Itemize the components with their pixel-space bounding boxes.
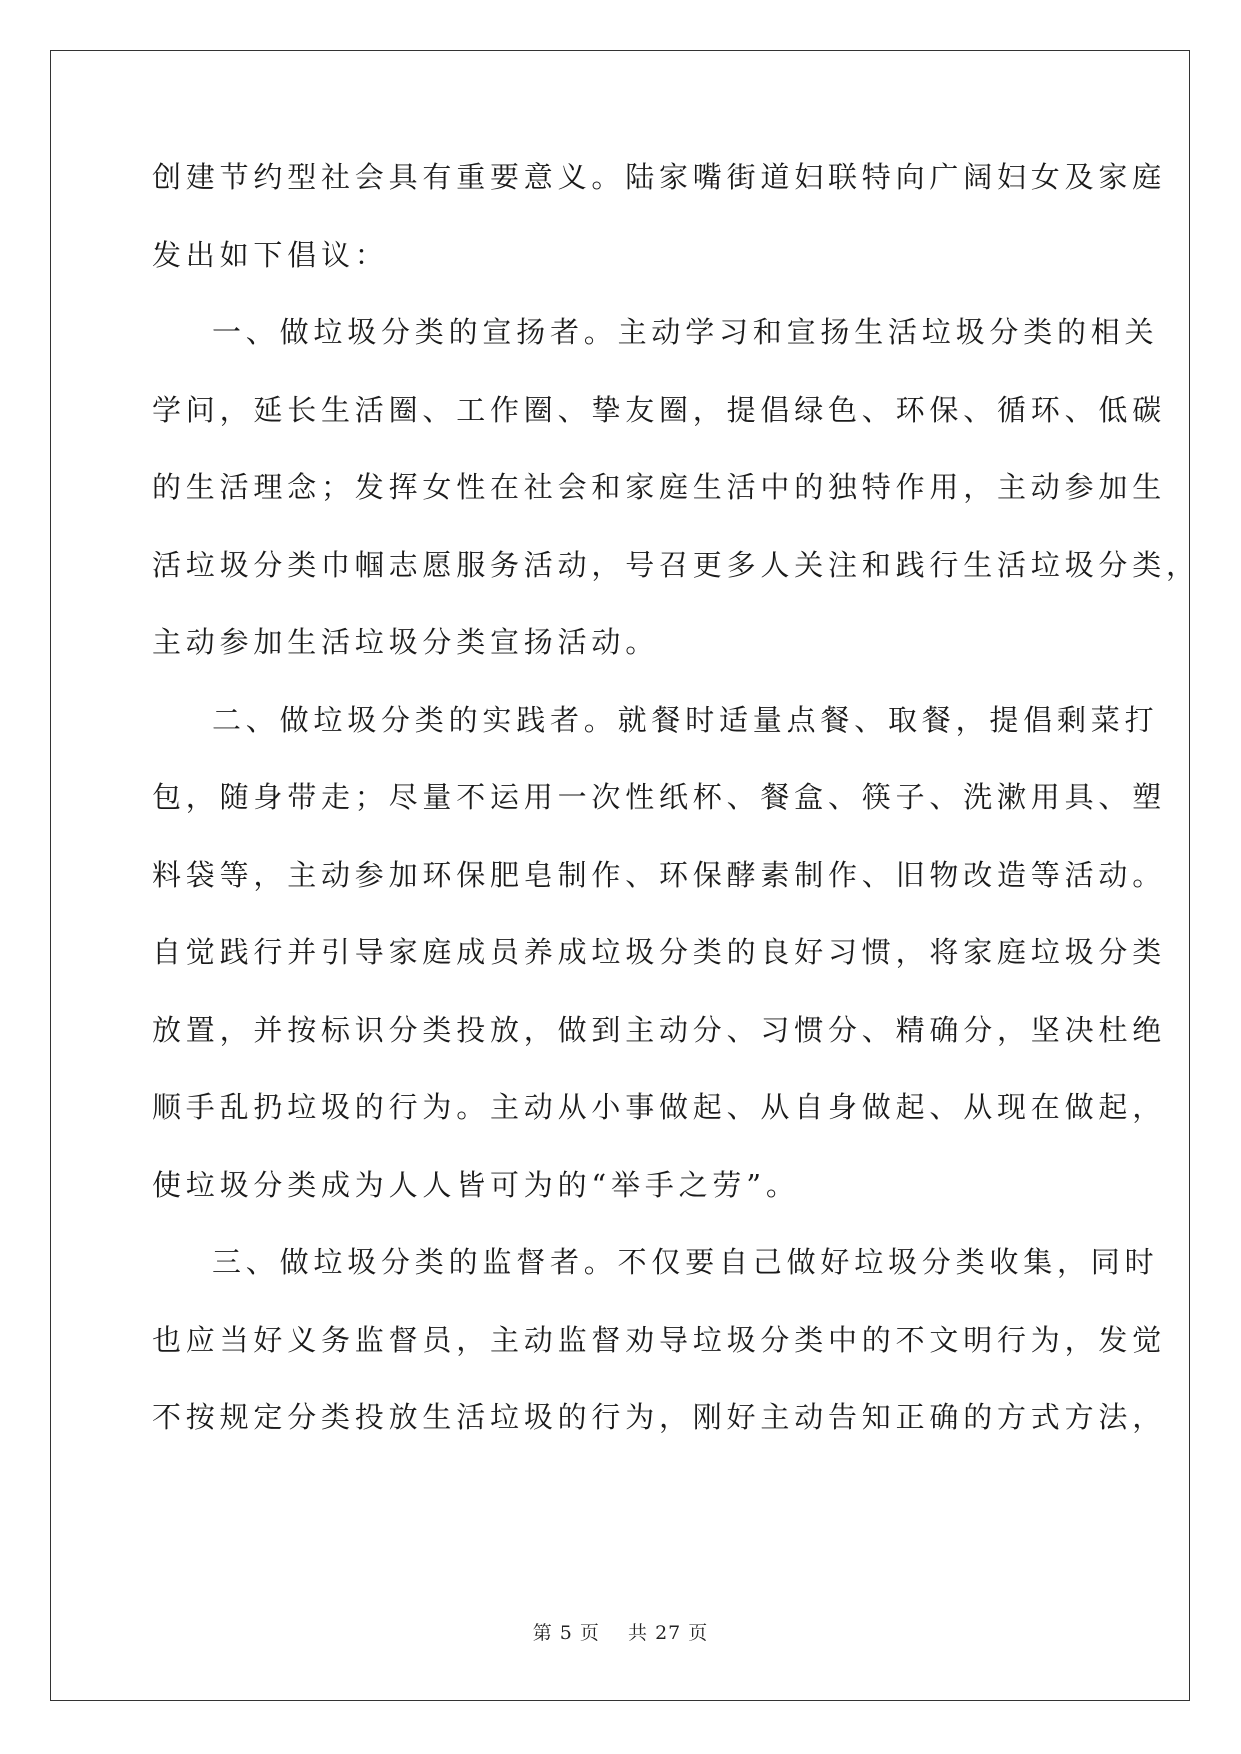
document-body [152, 160, 1200, 1480]
text-line-7: 主动参加生活垃圾分类宣扬活动。 [152, 625, 660, 659]
text-line-4: 学问，延长生活圈、工作圈、挚友圈，提倡绿色、环保、循环、低碳 [152, 392, 1167, 427]
text-line-11: 自觉践行并引导家庭成员养成垃圾分类的良好习惯，将家庭垃圾分类 [152, 935, 1167, 969]
text-line-17: 不按规定分类投放生活垃圾的行为，刚好主动告知正确的方式方法， [152, 1400, 1167, 1434]
text-line-3: 一、做垃圾分类的宣扬者。主动学习和宣扬生活垃圾分类的相关 [212, 315, 1159, 349]
text-line-16: 也应当好义务监督员，主动监督劝导垃圾分类中的不文明行为，发觉 [152, 1322, 1167, 1357]
text-line-12: 放置，并按标识分类投放，做到主动分、习惯分、精确分，坚决杜绝 [152, 1012, 1167, 1047]
text-line-1: 创建节约型社会具有重要意义。陆家嘴街道妇联特向广阔妇女及家庭 [152, 160, 1167, 194]
page-number-footer: 第 5 页 共 27 页 [532, 1622, 709, 1644]
text-line-13: 顺手乱扔垃圾的行为。主动从小事做起、从自身做起、从现在做起， [152, 1090, 1167, 1124]
text-line-9: 包，随身带走；尽量不运用一次性纸杯、餐盒、筷子、洗漱用具、塑 [152, 780, 1167, 814]
text-line-5: 的生活理念；发挥女性在社会和家庭生活中的独特作用，主动参加生 [152, 470, 1167, 504]
text-line-6: 活垃圾分类巾帼志愿服务活动，号召更多人关注和践行生活垃圾分类， [152, 547, 1200, 582]
text-line-8: 二、做垃圾分类的实践者。就餐时适量点餐、取餐，提倡剩菜打 [212, 702, 1159, 737]
text-line-15: 三、做垃圾分类的监督者。不仅要自己做好垃圾分类收集，同时 [212, 1245, 1159, 1279]
text-line-10: 料袋等，主动参加环保肥皂制作、环保酵素制作、旧物改造等活动。 [152, 857, 1167, 892]
text-line-2: 发出如下倡议： [152, 237, 389, 272]
text-line-14: 使垃圾分类成为人人皆可为的“举手之劳”。 [152, 1167, 800, 1202]
